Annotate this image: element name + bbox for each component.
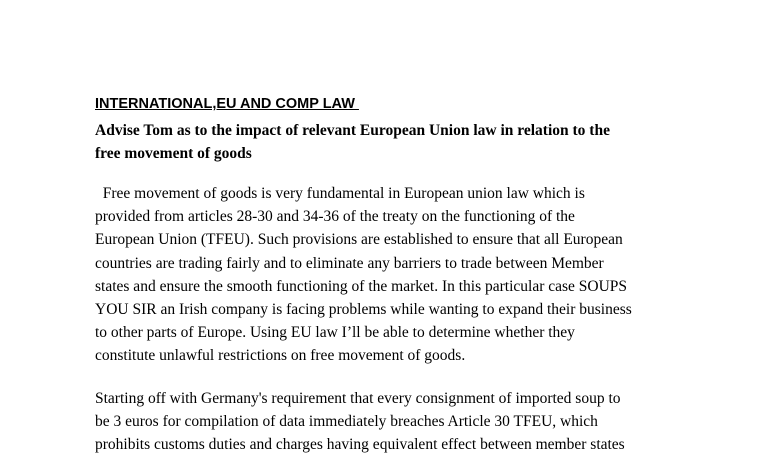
body-paragraph-1 (95, 182, 735, 368)
paragraph-line: Free movement of goods is very fundamental in European union law which is (95, 185, 585, 202)
paragraph-line: be 3 euros for compilation of data immediately breaches Article 30 TFEU, which (95, 413, 598, 431)
paragraph-line: constitute unlawful restrictions on free movement of goods. (95, 347, 466, 365)
paragraph-line: prohibits customs duties and charges having equivalent effect between member states (95, 436, 625, 454)
paragraph-line: countries are trading fairly and to eliminate any barriers to trade between Member (95, 254, 604, 272)
paragraph-line: provided from articles 28-30 and 34-36 of the treaty on the functioning of the (95, 208, 575, 226)
paragraph-line: YOU SIR an Irish company is facing problems while wanting to expand their business (95, 301, 632, 319)
subtitle-line: Advise Tom as to the impact of relevant European Union law in relation to the (95, 122, 610, 139)
paragraph-line: European Union (TFEU). Such provisions are established to ensure that all European (95, 231, 623, 249)
subtitle-line: free movement of goods (95, 145, 252, 162)
paragraph-line: states and ensure the smooth functioning of the market. In this particular case SOUPS (95, 277, 628, 295)
document-heading: INTERNATIONAL,EU AND COMP LAW (95, 96, 359, 112)
body-paragraph-2 (95, 387, 735, 457)
document-subtitle (95, 119, 705, 165)
paragraph-line: to other parts of Europe. Using EU law I’ll be able to determine whether they (95, 324, 575, 342)
paragraph-line: Starting off with Germany's requirement that every consignment of imported soup to (95, 390, 621, 407)
